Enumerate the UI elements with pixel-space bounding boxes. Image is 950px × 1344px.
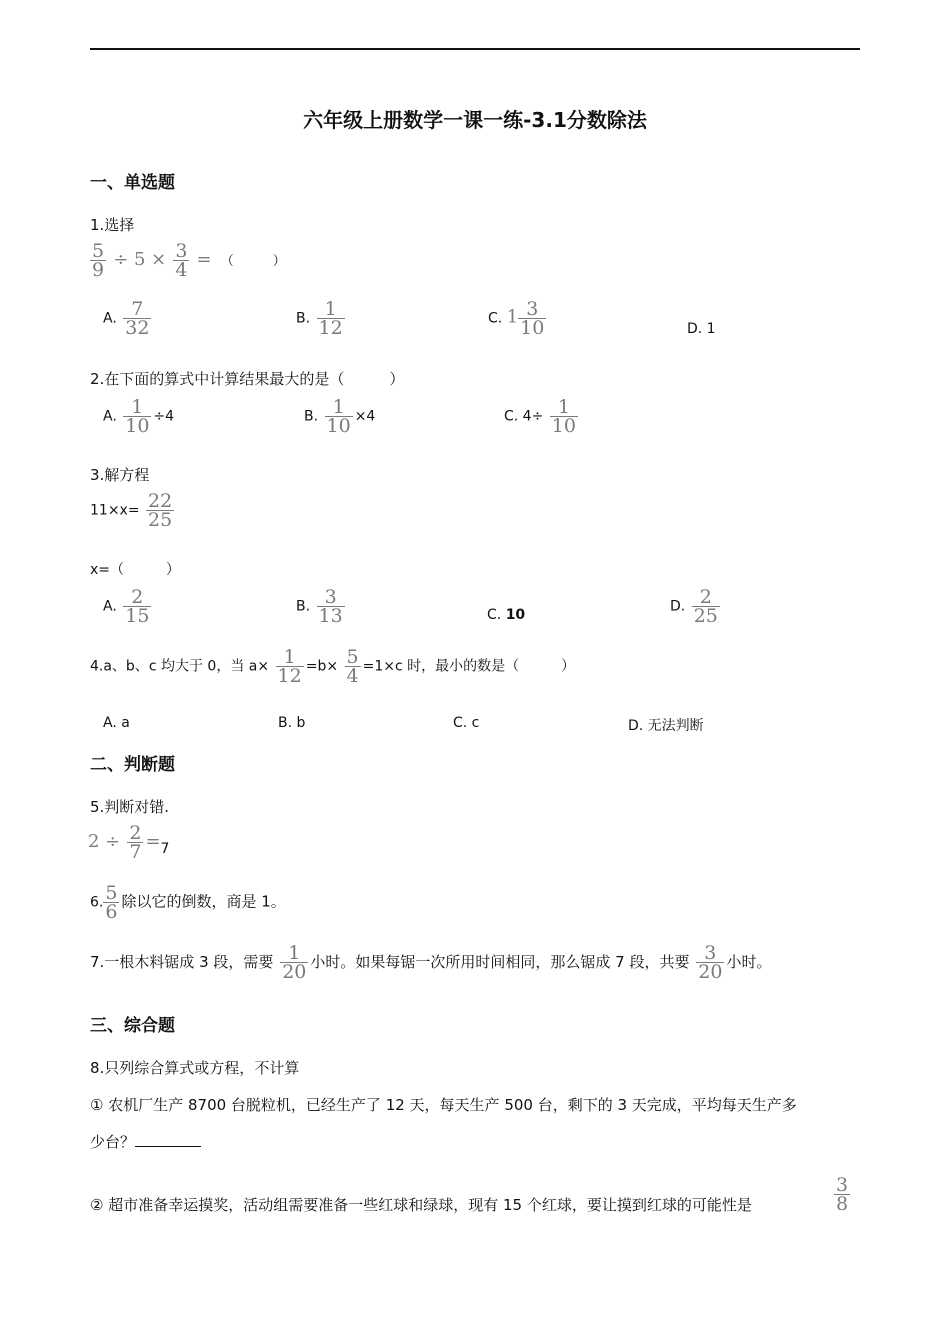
q3-option-a: A. $\frac{2}{15}$ [103, 586, 150, 627]
question-5-expression: 2 ÷ $\frac{2}{7}$ =7 [88, 822, 170, 863]
q3-option-c: C. 10 [487, 607, 526, 623]
question-3-x-line: x=（ ） [90, 562, 181, 578]
section-heading-single-choice: 一、单选题 [90, 173, 175, 193]
question-2-stem: 2.在下面的算式中计算结果最大的是（ ） [90, 370, 405, 388]
question-1-stem: 1.选择 [90, 216, 135, 234]
q1-option-d: D. 1 [687, 321, 716, 337]
q4-option-d: D. 无法判断 [628, 718, 704, 734]
q1-option-c: C. 1 $\frac{3}{10}$ [488, 298, 545, 339]
question-8-part-1-line-1: ① 农机厂生产 8700 台脱粒机，已经生产了 12 天，每天生产 500 台，剩下的 3 天完成，平均每天生产多 [90, 1096, 797, 1114]
question-5-stem: 5.判断对错. [90, 798, 170, 816]
section-heading-comprehensive: 三、综合题 [90, 1016, 175, 1036]
question-8-stem: 8.只列综合算式或方程，不计算 [90, 1059, 300, 1077]
q4-option-a: A. a [103, 715, 130, 731]
fraction: $\frac{3}{4}$ [175, 240, 188, 281]
header-rule [90, 48, 860, 50]
question-6: 6. $\frac{5}{6}$ 除以它的倒数，商是 1。 [90, 882, 286, 923]
q2-option-c: C. 4÷ $\frac{1}{10}$ [504, 396, 576, 437]
q1-option-a: A. $\frac{7}{32}$ [103, 298, 150, 339]
q3-option-d: D. $\frac{2}{25}$ [670, 586, 718, 627]
question-8-part-1-line-2: 少台？ [90, 1131, 201, 1152]
fraction: $\frac{5}{9}$ [92, 240, 105, 281]
question-8-part-2-fraction: $\frac{3}{8}$ [836, 1174, 849, 1215]
answer-blank[interactable] [135, 1132, 201, 1147]
expression-operator: ÷ 5 × [113, 249, 167, 270]
q4-option-b: B. b [278, 715, 306, 731]
question-8-part-2: ② 超市准备幸运摸奖，活动组需要准备一些红球和绿球，现有 15 个红球，要让摸到红球的可能性是 [90, 1196, 752, 1214]
question-1-expression [88, 242, 286, 279]
answer-paren: （ ） [220, 254, 286, 269]
question-3-equation: 11×x= $\frac{22}{25}$ [90, 490, 173, 531]
question-4-stem: 4.a、b、c 均大于 0，当 a× $\frac{1}{12}$ =b× $\frac{5}{4}$ =1×c 时，最小的数是（ ） [90, 646, 576, 687]
question-7: 7.一根木料锯成 3 段，需要 $\frac{1}{20}$ 小时。如果每锯一次所用时间相同，那么锯成 7 段，共要 $\frac{3}{20}$ 小时。 [90, 942, 772, 983]
q2-option-b: B. $\frac{1}{10}$ ×4 [304, 396, 376, 437]
page-title: 六年级上册数学一课一练-3.1分数除法 [303, 108, 647, 132]
expression-equals: = [196, 249, 212, 270]
q2-option-a: A. $\frac{1}{10}$ ÷4 [103, 396, 175, 437]
q4-option-c: C. c [453, 715, 480, 731]
q1-option-b: B. $\frac{1}{12}$ [296, 298, 343, 339]
question-3-stem: 3.解方程 [90, 466, 150, 484]
section-heading-true-false: 二、判断题 [90, 755, 175, 775]
q3-option-b: B. $\frac{3}{13}$ [296, 586, 343, 627]
